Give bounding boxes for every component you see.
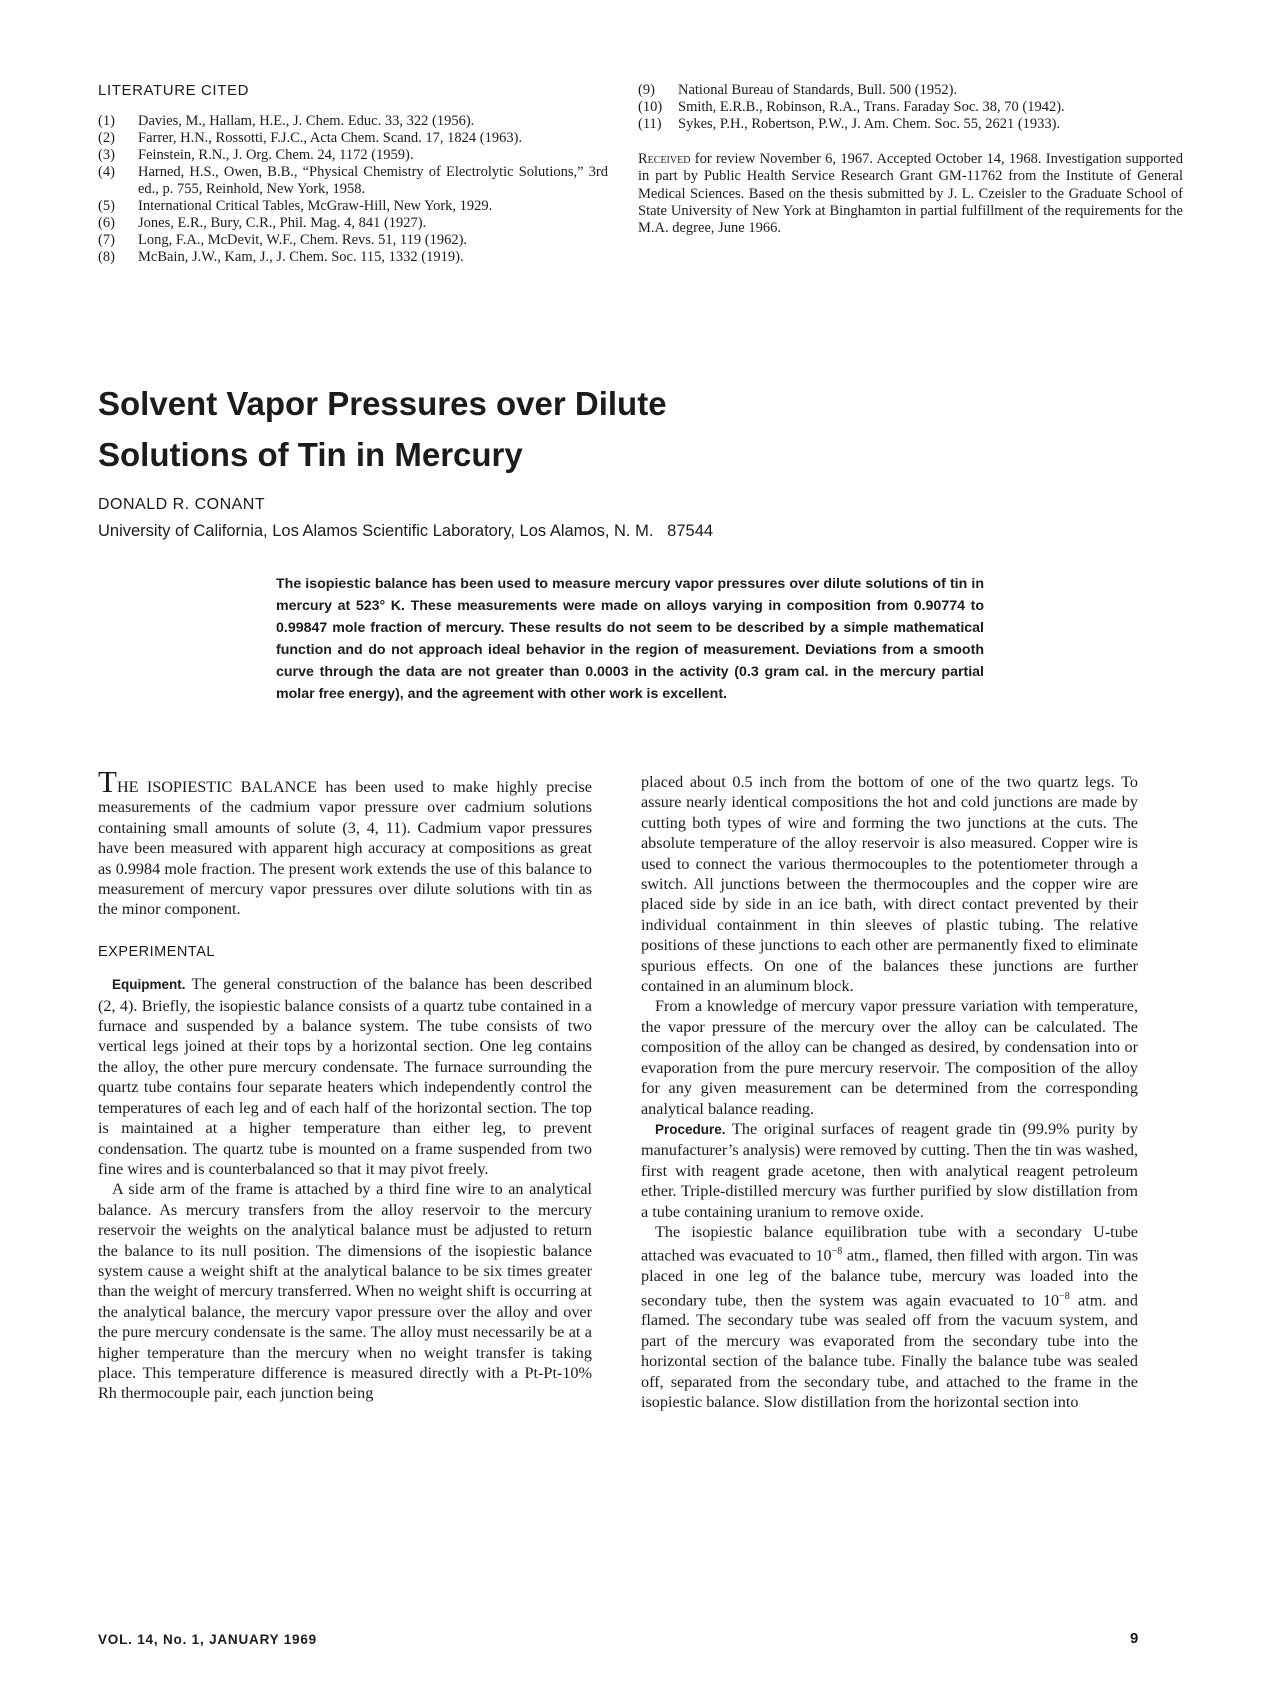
- reference-number: (7): [98, 232, 115, 248]
- reference-number: (5): [98, 198, 115, 214]
- equipment-label: Equipment.: [112, 977, 186, 993]
- equilibration-text-b: atm., flamed, then filled with argon. Tin was placed in one leg of the balance tube, mercury was loaded into the secondary tube, then the system was again evacuated to 10: [641, 1246, 1139, 1309]
- knowledge-paragraph: From a knowledge of mercury vapor pressure variation with temperature, the vapor pressure of the mercury over the alloy can be calculated. The composition of the alloy can be changed as desired, by condensation into or evaporation from the pure mercury reservoir. The composition of the alloy for any given measurement can be determined from the corresponding analytical balance reading.: [641, 997, 1138, 1118]
- reference-text: National Bureau of Standards, Bull. 500 (1952).: [678, 82, 958, 98]
- reference-item: [638, 82, 1183, 99]
- author-affiliation: University of California, Los Alamos Scientific Laboratory, Los Alamos, N. M. 87544: [98, 522, 714, 540]
- intro-text: HE ISOPIESTIC BALANCE has been used to make highly precise measurements of the cadmium vapor pressure over cadmium solutions containing small amounts of solute (3, 4, 11). Cadmium vapor pressures have been measured with apparent high accuracy at compositions as great as 0.9984 mole fraction. The present work extends the use of this balance to measurement of mercury vapor pressures over dilute solutions with tin as the minor component.: [98, 778, 592, 919]
- reference-item: [98, 249, 608, 266]
- procedure-text: The original surfaces of reagent grade tin (99.9% purity by manufacturer’s analysis) were removed by cutting. Then the tin was washed, first with reagent grade acetone, then with analytical reagent petroleum ether. Triple-distilled mercury was further purified by slow distillation from a tube containing uranium to remove oxide.: [641, 1119, 1138, 1221]
- reference-item: [638, 99, 1183, 116]
- reference-number: (9): [638, 82, 655, 98]
- author-name: DONALD R. CONANT: [98, 496, 266, 513]
- literature-cited-left: [98, 82, 608, 266]
- side-arm-paragraph: A side arm of the frame is attached by a third fine wire to an analytical balance. As mercury transfers from the alloy reservoir to the mercury reservoir the weights on the analytical balance must be adjusted to return the balance to its null position. The dimensions of the isopiestic balance system cause a weight shift at the analytical balance to be six times greater than the weight of mercury transferred. When no weight shift is occurring at the analytical balance, the mercury vapor pressure over the alloy and over the pure mercury condensate is the same. The alloy must necessarily be at a higher temperature than the mercury when no weight transfer is taking place. This temperature difference is measured directly with a Pt-Pt-10% Rh thermocouple pair, each junction being: [98, 1180, 592, 1403]
- reference-item: [98, 113, 608, 130]
- article-title-line2: Solutions of Tin in Mercury: [98, 436, 523, 473]
- reference-number: (3): [98, 147, 115, 163]
- reference-item: [98, 130, 608, 147]
- received-text: for review November 6, 1967. Accepted October 14, 1968. Investigation supported in part by Public Health Service Research Grant GM-11762 from the Institute of General Medical Sciences. Based on the thesis submitted by J. L. Czeisler to the Graduate School of State University of New York at Binghamton in partial fulfillment of the requirements for the M.A. degree, June 1966.: [638, 151, 1183, 237]
- procedure-paragraph: [641, 1119, 1138, 1222]
- reference-item: [98, 198, 608, 215]
- reference-number: (1): [98, 113, 115, 129]
- drop-cap: T: [98, 764, 117, 799]
- exponent-a: −8: [831, 1246, 843, 1258]
- reference-number: (2): [98, 130, 115, 146]
- page-number: 9: [1130, 1630, 1139, 1647]
- reference-text: Jones, E.R., Bury, C.R., Phil. Mag. 4, 841 (1927).: [138, 215, 427, 231]
- equilibration-paragraph: [641, 1222, 1138, 1412]
- article-title-line1: Solvent Vapor Pressures over Dilute: [98, 385, 667, 422]
- equipment-text: The general construction of the balance has been described (2, 4). Briefly, the isopiestic balance consists of a quartz tube contained in a furnace and suspended by a balance system. The tube consists of two vertical legs joined at their tops by a horizontal section. One leg contains the alloy, the other pure mercury condensate. The furnace surrounding the quartz tube contains four separate heaters which independently control the temperatures of each leg and of each half of the horizontal section. The top is maintained at a higher temperature than either leg, to prevent condensation. The quartz tube is mounted on a frame suspended from two fine wires and is counterbalanced so that it may pivot freely.: [98, 975, 592, 1178]
- section-heading-experimental: EXPERIMENTAL: [98, 943, 215, 960]
- reference-item: [638, 116, 1183, 133]
- abstract: The isopiestic balance has been used to measure mercury vapor pressures over dilute solutions of tin in mercury at 523° K. These measurements were made on alloys varying in composition from 0.90774 to 0.99847 mole fraction of mercury. These results do not seem to be described by a simple mathematical function and do not approach ideal behavior in the region of measurement. Deviations from a smooth curve through the data are not greater than 0.0003 in the activity (0.3 gram cal. in the mercury partial molar free energy), and the agreement with other work is excellent.: [276, 576, 984, 702]
- reference-item: [98, 215, 608, 232]
- reference-number: (4): [98, 164, 115, 180]
- reference-text: Harned, H.S., Owen, B.B., “Physical Chemistry of Electrolytic Solutions,” 3rd ed., p. 755, Reinhold, New York, 1958.: [138, 164, 608, 197]
- literature-cited-right: [638, 82, 1183, 237]
- received-note: [638, 151, 1183, 237]
- literature-cited-heading: LITERATURE CITED: [98, 82, 250, 99]
- reference-text: Sykes, P.H., Robertson, P.W., J. Am. Chem. Soc. 55, 2621 (1933).: [678, 116, 1061, 132]
- reference-text: Long, F.A., McDevit, W.F., Chem. Revs. 51, 119 (1962).: [138, 232, 468, 248]
- footer-issue: VOL. 14, No. 1, JANUARY 1969: [98, 1632, 317, 1647]
- procedure-label: Procedure.: [655, 1121, 726, 1137]
- reference-text: Davies, M., Hallam, H.E., J. Chem. Educ. 33, 322 (1956).: [138, 113, 475, 129]
- reference-item: [98, 147, 608, 164]
- reference-list-left: [98, 113, 608, 266]
- reference-number: (8): [98, 249, 115, 265]
- reference-text: Farrer, H.N., Rossotti, F.J.C., Acta Chem. Scand. 17, 1824 (1963).: [138, 130, 523, 146]
- exponent-b: −8: [1059, 1290, 1070, 1302]
- reference-item: [98, 232, 608, 249]
- reference-text: Smith, E.R.B., Robinson, R.A., Trans. Faraday Soc. 38, 70 (1942).: [678, 99, 1065, 115]
- equilibration-text-c: atm. and flamed. The secondary tube was sealed off from the vacuum system, and part of the mercury was evaporated from the secondary tube into the horizontal section of the balance tube. Finally the balance tube was sealed off, separated from the secondary tube, and attached to the frame in the isopiestic balance. Slow distillation from the horizontal section into: [641, 1290, 1138, 1411]
- received-label: Received: [638, 151, 691, 167]
- equipment-paragraph: [98, 974, 592, 1179]
- body-column-right: [641, 772, 1138, 1412]
- reference-list-right: [638, 82, 1183, 133]
- reference-number: (10): [638, 99, 663, 115]
- intro-paragraph: [98, 764, 592, 920]
- continuation-paragraph: placed about 0.5 inch from the bottom of one of the two quartz legs. To assure nearly identical compositions the hot and cold junctions are made by cutting both types of wire and forming the two junctions at the cuts. The absolute temperature of the alloy reservoir is also measured. Copper wire is used to connect the various thermocouples to the potentiometer through a switch. All junctions between the thermocouples and the copper wire are placed side by side in an ice bath, with direct contact prevented by their individual containment in thin sleeves of plastic tubing. The relative positions of these junctions to each other are permanently fixed to eliminate spurious effects. On one of the balances these junctions are further contained in an aluminum block.: [641, 773, 1138, 996]
- reference-text: Feinstein, R.N., J. Org. Chem. 24, 1172 (1959).: [138, 147, 414, 163]
- reference-number: (11): [638, 116, 662, 132]
- reference-item: [98, 164, 608, 198]
- reference-number: (6): [98, 215, 115, 231]
- reference-text: International Critical Tables, McGraw-Hill, New York, 1929.: [138, 198, 493, 214]
- reference-text: McBain, J.W., Kam, J., J. Chem. Soc. 115, 1332 (1919).: [138, 249, 464, 265]
- equilibration-text-a: The isopiestic balance equilibration tube with a secondary U-tube attached was evacuated to 10: [641, 1222, 1138, 1265]
- article-title: [98, 378, 818, 480]
- body-column-left: [98, 764, 592, 1404]
